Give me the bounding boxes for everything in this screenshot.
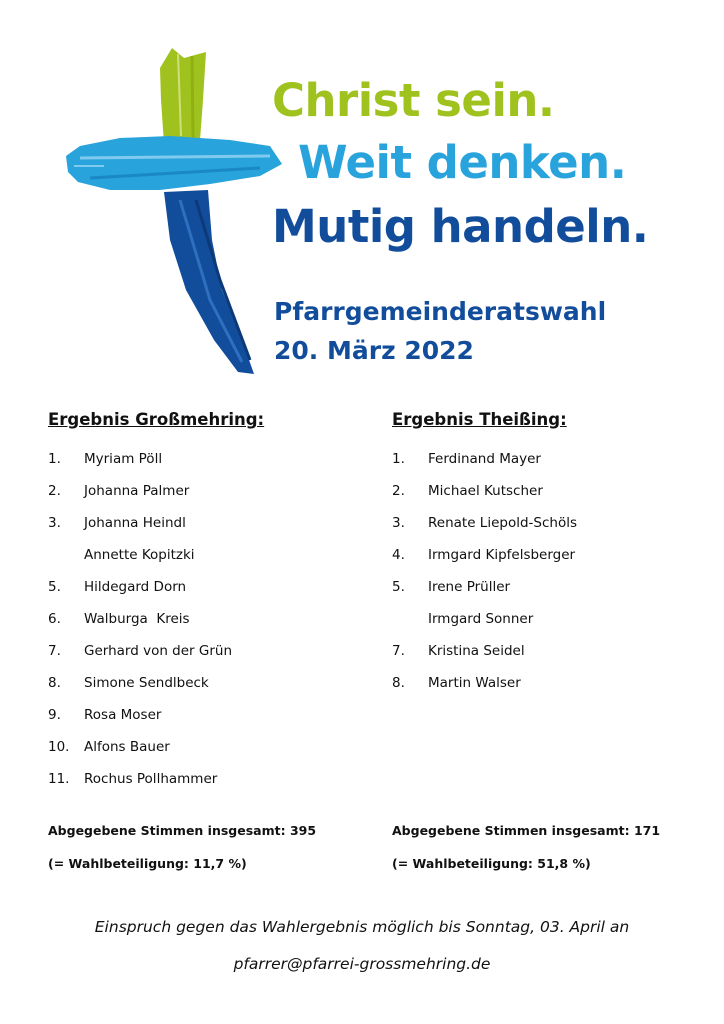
candidate-name: Irmgard Sonner bbox=[428, 611, 534, 627]
results-grossmehring bbox=[48, 410, 368, 803]
rank: 1. bbox=[48, 451, 61, 467]
candidate-name: Kristina Seidel bbox=[428, 643, 525, 659]
candidate-name: Michael Kutscher bbox=[428, 483, 543, 499]
candidate-name: Gerhard von der Grün bbox=[84, 643, 233, 659]
cross-logo-icon bbox=[60, 40, 290, 380]
list-item bbox=[392, 643, 712, 675]
list-item bbox=[392, 579, 712, 611]
slogan-line-1: Christ sein. bbox=[272, 74, 555, 127]
votes-total: Abgegebene Stimmen insgesamt: 395 bbox=[48, 823, 317, 838]
results-heading: Ergebnis Großmehring: bbox=[48, 410, 265, 429]
list-item bbox=[392, 451, 712, 483]
list-item bbox=[48, 515, 368, 547]
list-item bbox=[48, 451, 368, 483]
list-item bbox=[48, 483, 368, 515]
rank: 10. bbox=[48, 739, 70, 755]
candidate-name: Martin Walser bbox=[428, 675, 521, 691]
rank: 11. bbox=[48, 771, 70, 787]
event-date: 20. März 2022 bbox=[274, 336, 474, 365]
rank: 4. bbox=[392, 547, 405, 563]
rank: 8. bbox=[48, 675, 61, 691]
candidate-name: Irmgard Kipfelsberger bbox=[428, 547, 576, 563]
rank: 5. bbox=[48, 579, 61, 595]
candidate-name: Johanna Heindl bbox=[84, 515, 186, 531]
list-item bbox=[392, 483, 712, 515]
rank: 7. bbox=[392, 643, 405, 659]
list-item bbox=[48, 771, 368, 803]
votes-total: Abgegebene Stimmen insgesamt: 171 bbox=[392, 823, 661, 838]
candidate-list bbox=[392, 451, 712, 707]
objection-notice: Einspruch gegen das Wahlergebnis möglich bis Sonntag, 03. April an bbox=[94, 918, 630, 936]
list-item bbox=[48, 675, 368, 707]
rank: 9. bbox=[48, 707, 61, 723]
results-heading: Ergebnis Theißing: bbox=[392, 410, 567, 429]
rank: 2. bbox=[392, 483, 405, 499]
rank: 3. bbox=[48, 515, 61, 531]
candidate-name: Ferdinand Mayer bbox=[428, 451, 541, 467]
list-item bbox=[48, 707, 368, 739]
rank: 6. bbox=[48, 611, 61, 627]
list-item bbox=[48, 643, 368, 675]
stats-theissing bbox=[392, 823, 660, 889]
candidate-name: Rochus Pollhammer bbox=[84, 771, 218, 787]
rank: 1. bbox=[392, 451, 405, 467]
candidate-name: Johanna Palmer bbox=[84, 483, 190, 499]
list-item bbox=[392, 515, 712, 547]
rank: 2. bbox=[48, 483, 61, 499]
contact-email: pfarrer@pfarrei-grossmehring.de bbox=[233, 955, 491, 973]
slogan-line-2: Weit denken. bbox=[298, 136, 627, 189]
candidate-name: Rosa Moser bbox=[84, 707, 162, 723]
event-title: Pfarrgemeinderatswahl bbox=[274, 297, 607, 326]
list-item bbox=[48, 611, 368, 643]
candidate-name: Hildegard Dorn bbox=[84, 579, 187, 595]
candidate-name: Renate Liepold-Schöls bbox=[428, 515, 577, 531]
list-item bbox=[48, 739, 368, 771]
candidate-list bbox=[48, 451, 368, 803]
candidate-name: Annette Kopitzki bbox=[84, 547, 195, 563]
rank: 5. bbox=[392, 579, 405, 595]
list-item bbox=[392, 547, 712, 579]
candidate-name: Irene Prüller bbox=[428, 579, 511, 595]
rank: 7. bbox=[48, 643, 61, 659]
slogan-line-3: Mutig handeln. bbox=[272, 200, 649, 253]
turnout: (= Wahlbeteiligung: 11,7 %) bbox=[48, 856, 247, 871]
turnout: (= Wahlbeteiligung: 51,8 %) bbox=[392, 856, 591, 871]
stats-grossmehring bbox=[48, 823, 316, 889]
candidate-name: Simone Sendlbeck bbox=[84, 675, 209, 691]
rank: 3. bbox=[392, 515, 405, 531]
list-item bbox=[392, 611, 712, 643]
results-theissing bbox=[392, 410, 712, 707]
candidate-name: Alfons Bauer bbox=[84, 739, 170, 755]
candidate-name: Myriam Pöll bbox=[84, 451, 163, 467]
list-item bbox=[48, 579, 368, 611]
candidate-name: Walburga Kreis bbox=[84, 611, 190, 627]
list-item bbox=[392, 675, 712, 707]
rank: 8. bbox=[392, 675, 405, 691]
list-item bbox=[48, 547, 368, 579]
